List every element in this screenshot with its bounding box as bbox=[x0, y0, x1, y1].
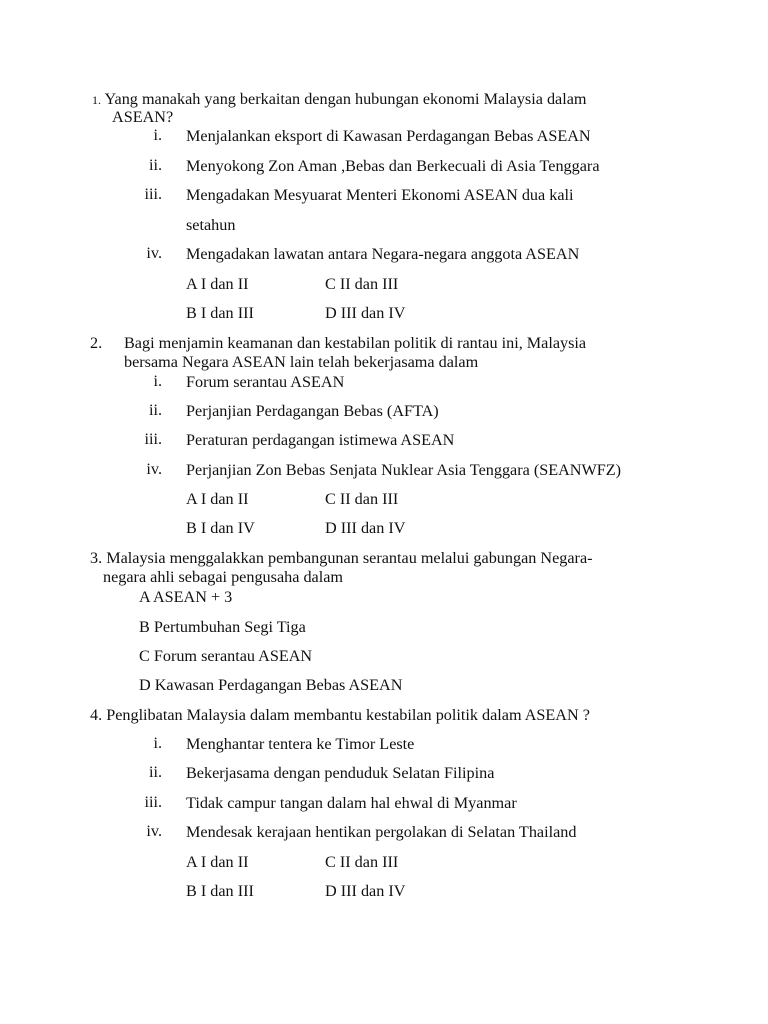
q1-item-iii-text-cont: setahun bbox=[186, 216, 236, 234]
question-3-number: 3. bbox=[90, 549, 103, 567]
q3-choice-a: A ASEAN + 3 bbox=[139, 588, 233, 606]
q2-item-iii-text: Peraturan perdagangan istimewa ASEAN bbox=[186, 431, 455, 449]
q4-item-ii-text: Bekerjasama dengan penduduk Selatan Filipina bbox=[186, 764, 495, 782]
q1-option-c: C II dan III bbox=[325, 275, 399, 293]
question-4-stem bbox=[90, 705, 590, 725]
question-2-number: 2. bbox=[90, 334, 103, 352]
q2-item-ii-numeral: ii. bbox=[148, 401, 162, 419]
q4-item-i-numeral: i. bbox=[153, 734, 162, 752]
q2-item-iv-numeral: iv. bbox=[146, 460, 162, 478]
q1-option-b: B I dan III bbox=[186, 304, 254, 322]
q2-option-a: A I dan II bbox=[186, 490, 249, 508]
q4-item-iv-numeral: iv. bbox=[146, 822, 162, 840]
q1-item-i-numeral: i. bbox=[153, 126, 162, 144]
q2-option-c: C II dan III bbox=[325, 490, 399, 508]
question-2-stem-line2: bersama Negara ASEAN lain telah bekerjasama dalam bbox=[124, 353, 479, 371]
q1-option-d: D III dan IV bbox=[325, 304, 406, 322]
question-3-stem-line2: negara ahli sebagai pengusaha dalam bbox=[103, 568, 344, 586]
question-1-number: 1. bbox=[92, 93, 101, 107]
q1-item-iv-numeral: iv. bbox=[146, 244, 162, 262]
q1-item-ii-text: Menyokong Zon Aman ,Bebas dan Berkecuali di Asia Tenggara bbox=[186, 157, 600, 175]
q4-option-c: C II dan III bbox=[325, 853, 399, 871]
q2-item-i-text: Forum serantau ASEAN bbox=[186, 373, 345, 391]
question-4-stem-line1: Penglibatan Malaysia dalam membantu kestabilan politik dalam ASEAN ? bbox=[106, 706, 590, 724]
question-4-number: 4. bbox=[90, 706, 103, 724]
q1-item-i-text: Menjalankan eksport di Kawasan Perdagangan Bebas ASEAN bbox=[186, 127, 591, 145]
q2-item-i-numeral: i. bbox=[153, 372, 162, 390]
q4-item-iii-numeral: iii. bbox=[144, 793, 162, 811]
q1-item-ii-numeral: ii. bbox=[148, 156, 162, 174]
q3-choice-d: D Kawasan Perdagangan Bebas ASEAN bbox=[139, 676, 403, 694]
q4-item-iii-text: Tidak campur tangan dalam hal ehwal di Myanmar bbox=[186, 794, 517, 812]
q4-item-i-text: Menghantar tentera ke Timor Leste bbox=[186, 735, 415, 753]
q1-item-iii-text: Mengadakan Mesyuarat Menteri Ekonomi ASEAN dua kali bbox=[186, 186, 574, 204]
q1-option-a: A I dan II bbox=[186, 275, 249, 293]
q2-option-b: B I dan IV bbox=[186, 519, 255, 537]
q3-choice-b: B Pertumbuhan Segi Tiga bbox=[139, 618, 306, 636]
q2-option-d: D III dan IV bbox=[325, 519, 406, 537]
question-3-stem bbox=[90, 548, 593, 568]
q4-item-ii-numeral: ii. bbox=[148, 763, 162, 781]
question-1-stem-line2: ASEAN? bbox=[112, 108, 174, 126]
q3-choice-c: C Forum serantau ASEAN bbox=[139, 647, 313, 665]
q2-item-iv-text: Perjanjian Zon Bebas Senjata Nuklear Asia Tenggara (SEANWFZ) bbox=[186, 461, 622, 479]
q4-option-a: A I dan II bbox=[186, 853, 249, 871]
q1-item-iv-text: Mengadakan lawatan antara Negara-negara anggota ASEAN bbox=[186, 245, 580, 263]
q4-item-iv-text: Mendesak kerajaan hentikan pergolakan di Selatan Thailand bbox=[186, 823, 577, 841]
question-1-stem-line1: Yang manakah yang berkaitan dengan hubungan ekonomi Malaysia dalam bbox=[104, 90, 587, 108]
question-2-stem-line1: Bagi menjamin keamanan dan kestabilan politik di rantau ini, Malaysia bbox=[124, 334, 587, 352]
q4-option-d: D III dan IV bbox=[325, 882, 406, 900]
q2-item-ii-text: Perjanjian Perdagangan Bebas (AFTA) bbox=[186, 402, 439, 420]
question-3-stem-line1: Malaysia menggalakkan pembangunan serantau melalui gabungan Negara- bbox=[106, 549, 593, 567]
q4-option-b: B I dan III bbox=[186, 882, 254, 900]
q1-item-iii-numeral: iii. bbox=[144, 185, 162, 203]
q2-item-iii-numeral: iii. bbox=[144, 430, 162, 448]
